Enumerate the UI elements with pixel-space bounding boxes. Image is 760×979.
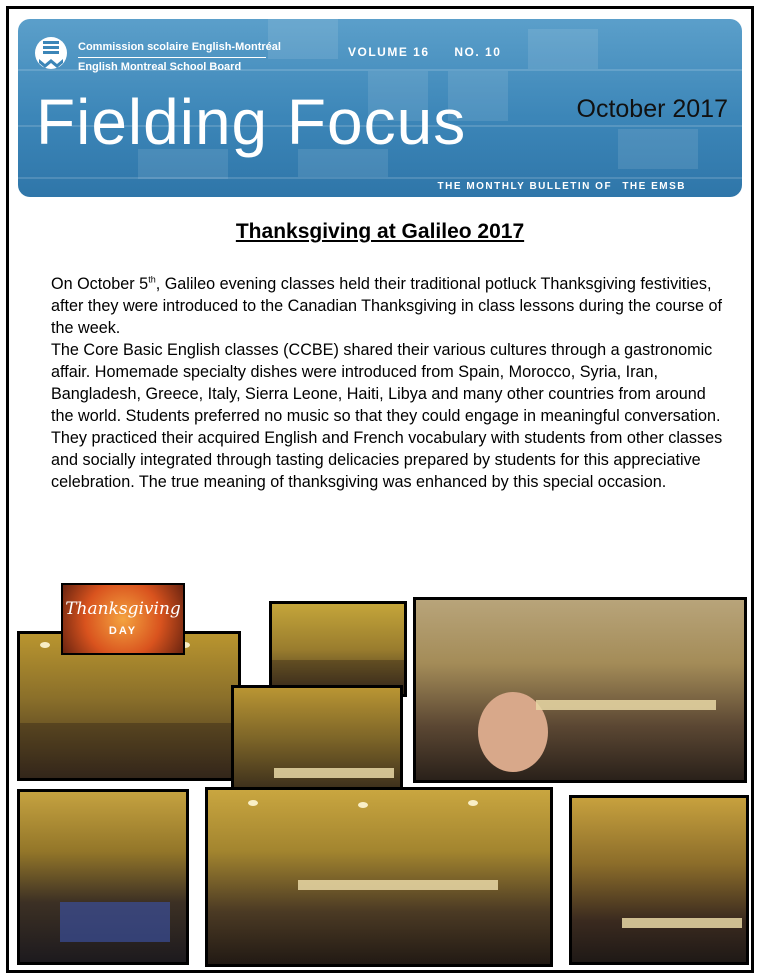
paragraph-text: , Galileo evening classes held their traditional potluck Thanksgiving festivities, after they were introduced to the Canadian Thanksgiving in class lessons during the course of the week. xyxy=(51,275,722,337)
article-paragraph-1 xyxy=(51,273,731,339)
emsb-logo-icon xyxy=(34,33,68,73)
photo-banquet-wide xyxy=(205,787,553,967)
newsletter-title: Fielding Focus xyxy=(36,86,467,158)
board-name-en: English Montreal School Board xyxy=(78,61,242,73)
photo-selfie xyxy=(413,597,747,783)
volume-label: VOLUME 16 xyxy=(348,45,430,59)
photo-woman-table xyxy=(231,685,403,803)
board-name-fr: Commission scolaire English-Montréal xyxy=(78,41,281,53)
issue-number: NO. 10 xyxy=(454,45,502,59)
article-headline: Thanksgiving at Galileo 2017 xyxy=(235,220,525,243)
school-board-name xyxy=(78,39,281,76)
tagline-part-2: THE EMSB xyxy=(622,181,686,192)
graphic-subtitle: DAY xyxy=(108,625,138,637)
newsletter-page xyxy=(6,6,754,973)
issue-date: October 2017 xyxy=(576,95,728,123)
photo-blue-tables xyxy=(17,789,189,965)
masthead-banner xyxy=(18,19,742,197)
paragraph-text: On October 5 xyxy=(51,275,149,293)
photo-smiling-group xyxy=(569,795,749,965)
article-body xyxy=(51,273,731,493)
graphic-title: Thanksgiving xyxy=(65,599,181,619)
thanksgiving-day-graphic xyxy=(61,583,185,655)
tagline xyxy=(432,181,686,192)
issue-info xyxy=(348,45,521,59)
photo-group-standing xyxy=(269,601,407,697)
tagline-part-1: THE MONTHLY BULLETIN OF xyxy=(437,181,613,192)
ordinal-suffix: th xyxy=(148,274,156,285)
article-paragraph-2: The Core Basic English classes (CCBE) shared their various cultures through a gastronomic affair. Homemade specialty dishes were introduced from Spain, Morocco, Syria, Iran, Bangladesh, Greece, Italy, Sierra Leone, Haiti, Libya and many other countries from around the world. Students preferred no music so that they could engage in meaningful conversation. They practiced their acquired English and French vocabulary with students from other classes and socially integrated through tasting delicacies prepared by students for this appreciative celebration. The true meaning of thanksgiving was enhanced by this special occasion. xyxy=(51,341,723,491)
